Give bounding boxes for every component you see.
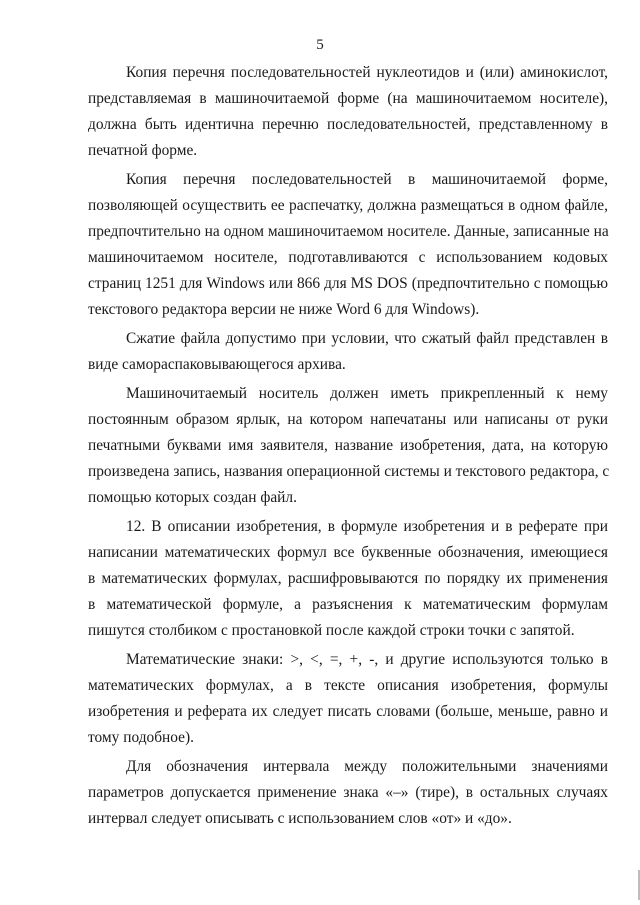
text-line: Сжатие файла допустимо при условии, что сжатый файл представлен в bbox=[126, 330, 608, 347]
text-line: Машиночитаемый носитель должен иметь прикрепленный к нему bbox=[126, 385, 608, 402]
text-line: страниц 1251 для Windows или 866 для MS DOS (предпочтительно с помощью bbox=[88, 275, 608, 292]
text-line: печатными буквами имя заявителя, название изобретения, дата, на которую bbox=[88, 437, 608, 454]
text-line: в математических формулах, расшифровываются по порядку их применения bbox=[88, 570, 608, 587]
text-line: машиночитаемом носителе, подготавливаются с использованием кодовых bbox=[88, 249, 608, 266]
paragraph bbox=[88, 326, 608, 378]
paragraph bbox=[88, 647, 608, 751]
paragraph bbox=[88, 167, 608, 323]
paragraph bbox=[88, 381, 608, 511]
text-line: представляемая в машиночитаемой форме (на машиночитаемом носителе), bbox=[88, 90, 608, 107]
text-line: печатной форме. bbox=[88, 142, 198, 159]
paragraph bbox=[88, 514, 608, 644]
text-line: постоянным образом ярлык, на котором напечатаны или написаны от руки bbox=[88, 411, 608, 428]
text-line: написании математических формул все буквенные обозначения, имеющиеся bbox=[88, 544, 608, 561]
text-line: 12. В описании изобретения, в формуле изобретения и в реферате при bbox=[126, 518, 608, 535]
paragraph bbox=[88, 754, 608, 832]
text-line: Математические знаки: >, <, =, +, -, и другие используются только в bbox=[126, 651, 608, 668]
text-line: позволяющей осуществить ее распечатку, должна размещаться в одном файле, bbox=[88, 197, 608, 214]
document-body bbox=[88, 60, 608, 835]
text-line: пишутся столбиком с простановкой после каждой строки точки с запятой. bbox=[88, 622, 575, 639]
text-line: параметров допускается применение знака «–» (тире), в остальных случаях bbox=[88, 784, 608, 801]
text-line: Копия перечня последовательностей нуклеотидов и (или) аминокислот, bbox=[126, 64, 608, 81]
text-line: Для обозначения интервала между положительными значениями bbox=[126, 758, 608, 775]
text-line: изобретения и реферата их следует писать словами (больше, меньше, равно и bbox=[88, 703, 608, 720]
text-line: должна быть идентична перечню последовательностей, представленному в bbox=[88, 116, 608, 133]
text-line: математических формулах, а в тексте описания изобретения, формулы bbox=[88, 677, 608, 694]
paragraph bbox=[88, 60, 608, 164]
text-line: предпочтительно на одном машиночитаемом носителе. Данные, записанные на bbox=[88, 223, 609, 240]
text-line: в математической формуле, а разъяснения к математическим формулам bbox=[88, 596, 608, 613]
text-line: произведена запись, названия операционной системы и текстового редактора, с bbox=[88, 463, 610, 480]
text-line: текстового редактора версии не ниже Word 6 для Windows). bbox=[88, 301, 480, 318]
text-line: помощью которых создан файл. bbox=[88, 489, 297, 506]
text-line: тому подобное). bbox=[88, 729, 194, 746]
text-line: интервал следует описывать с использованием слов «от» и «до». bbox=[88, 810, 512, 827]
text-line: виде самораспаковывающегося архива. bbox=[88, 356, 346, 373]
text-line: Копия перечня последовательностей в машиночитаемой форме, bbox=[126, 171, 608, 188]
page-number: 5 bbox=[316, 37, 324, 53]
